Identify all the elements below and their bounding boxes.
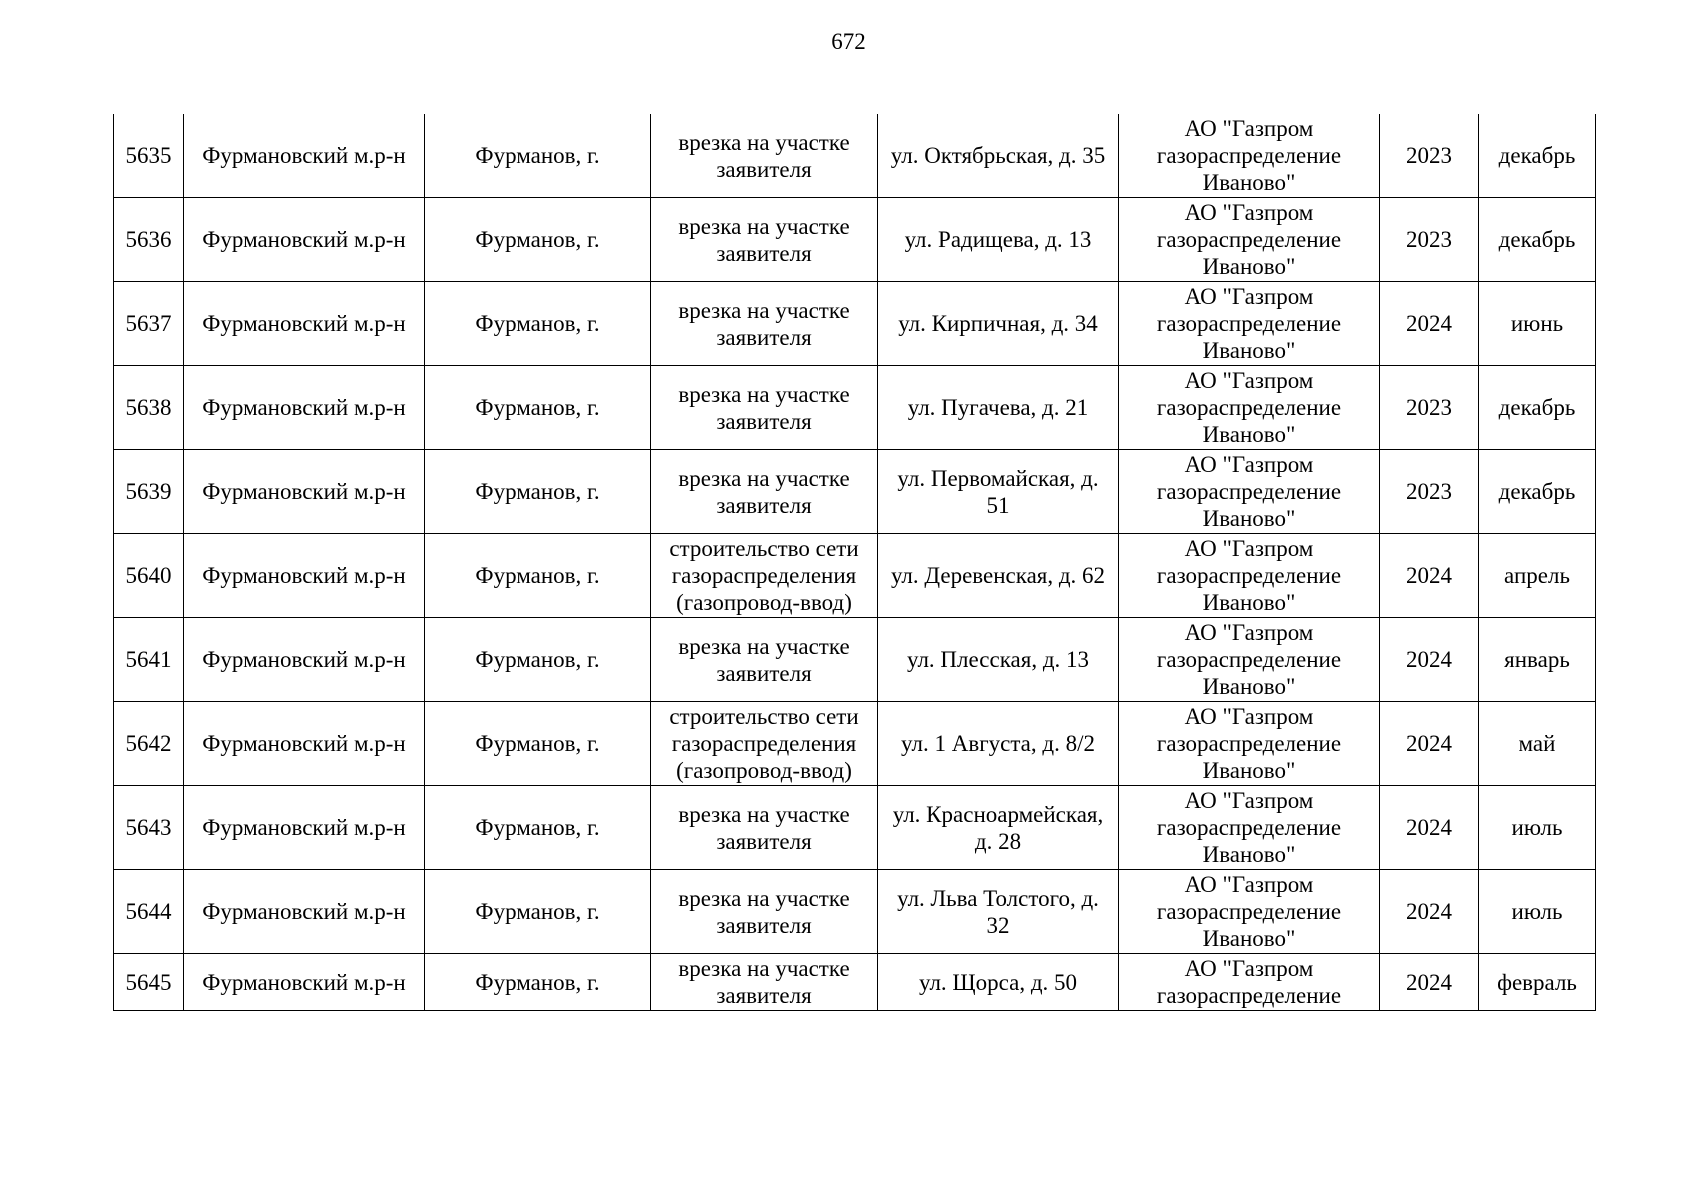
address-cell: ул. Красноармейская, д. 28 xyxy=(878,786,1119,870)
organization-cell: АО "Газпром газораспределение Иваново" xyxy=(1119,786,1380,870)
locality-cell: Фурманов, г. xyxy=(425,954,651,1011)
year-cell: 2024 xyxy=(1380,870,1479,954)
address-cell: ул. Плесская, д. 13 xyxy=(878,618,1119,702)
work-type-cell: врезка на участке заявителя xyxy=(651,114,878,198)
organization-cell: АО "Газпром газораспределение Иваново" xyxy=(1119,618,1380,702)
locality-cell: Фурманов, г. xyxy=(425,282,651,366)
year-cell: 2024 xyxy=(1380,534,1479,618)
table-row xyxy=(114,618,1596,702)
organization-cell: АО "Газпром газораспределение Иваново" xyxy=(1119,870,1380,954)
page-number: 672 xyxy=(831,29,866,54)
address-cell: ул. Первомайская, д. 51 xyxy=(878,450,1119,534)
month-cell: декабрь xyxy=(1479,114,1596,198)
organization-cell: АО "Газпром газораспределение Иваново" xyxy=(1119,450,1380,534)
table-row xyxy=(114,954,1596,1011)
table-row xyxy=(114,870,1596,954)
district-cell: Фурмановский м.р-н xyxy=(184,366,425,450)
district-cell: Фурмановский м.р-н xyxy=(184,618,425,702)
month-cell: декабрь xyxy=(1479,366,1596,450)
organization-cell: АО "Газпром газораспределение Иваново" xyxy=(1119,114,1380,198)
district-cell: Фурмановский м.р-н xyxy=(184,114,425,198)
month-cell: июль xyxy=(1479,786,1596,870)
locality-cell: Фурманов, г. xyxy=(425,198,651,282)
address-cell: ул. Льва Толстого, д. 32 xyxy=(878,870,1119,954)
table-row xyxy=(114,786,1596,870)
district-cell: Фурмановский м.р-н xyxy=(184,954,425,1011)
address-cell: ул. Радищева, д. 13 xyxy=(878,198,1119,282)
locality-cell: Фурманов, г. xyxy=(425,786,651,870)
work-type-cell: строительство сети газораспределения (газопровод-ввод) xyxy=(651,702,878,786)
work-type-cell: врезка на участке заявителя xyxy=(651,198,878,282)
month-cell: декабрь xyxy=(1479,450,1596,534)
organization-cell: АО "Газпром газораспределение Иваново" xyxy=(1119,534,1380,618)
table-row xyxy=(114,114,1596,198)
year-cell: 2024 xyxy=(1380,702,1479,786)
row-number-cell: 5636 xyxy=(114,198,184,282)
row-number-cell: 5645 xyxy=(114,954,184,1011)
district-cell: Фурмановский м.р-н xyxy=(184,786,425,870)
address-cell: ул. 1 Августа, д. 8/2 xyxy=(878,702,1119,786)
row-number-cell: 5642 xyxy=(114,702,184,786)
month-cell: январь xyxy=(1479,618,1596,702)
row-number-cell: 5639 xyxy=(114,450,184,534)
month-cell: июль xyxy=(1479,870,1596,954)
address-cell: ул. Октябрьская, д. 35 xyxy=(878,114,1119,198)
district-cell: Фурмановский м.р-н xyxy=(184,870,425,954)
work-type-cell: врезка на участке заявителя xyxy=(651,954,878,1011)
table-row xyxy=(114,366,1596,450)
month-cell: апрель xyxy=(1479,534,1596,618)
year-cell: 2023 xyxy=(1380,366,1479,450)
locality-cell: Фурманов, г. xyxy=(425,870,651,954)
month-cell: июнь xyxy=(1479,282,1596,366)
work-type-cell: врезка на участке заявителя xyxy=(651,282,878,366)
row-number-cell: 5640 xyxy=(114,534,184,618)
year-cell: 2024 xyxy=(1380,282,1479,366)
work-type-cell: врезка на участке заявителя xyxy=(651,366,878,450)
organization-cell: АО "Газпром газораспределение xyxy=(1119,954,1380,1011)
work-type-cell: врезка на участке заявителя xyxy=(651,870,878,954)
district-cell: Фурмановский м.р-н xyxy=(184,450,425,534)
locality-cell: Фурманов, г. xyxy=(425,534,651,618)
row-number-cell: 5644 xyxy=(114,870,184,954)
district-cell: Фурмановский м.р-н xyxy=(184,534,425,618)
address-cell: ул. Деревенская, д. 62 xyxy=(878,534,1119,618)
gas-connection-table xyxy=(113,114,1596,1011)
locality-cell: Фурманов, г. xyxy=(425,366,651,450)
district-cell: Фурмановский м.р-н xyxy=(184,702,425,786)
locality-cell: Фурманов, г. xyxy=(425,450,651,534)
locality-cell: Фурманов, г. xyxy=(425,114,651,198)
organization-cell: АО "Газпром газораспределение Иваново" xyxy=(1119,282,1380,366)
locality-cell: Фурманов, г. xyxy=(425,702,651,786)
table-row xyxy=(114,702,1596,786)
address-cell: ул. Кирпичная, д. 34 xyxy=(878,282,1119,366)
row-number-cell: 5635 xyxy=(114,114,184,198)
year-cell: 2023 xyxy=(1380,450,1479,534)
row-number-cell: 5643 xyxy=(114,786,184,870)
table-row xyxy=(114,282,1596,366)
table-row xyxy=(114,534,1596,618)
work-type-cell: врезка на участке заявителя xyxy=(651,618,878,702)
organization-cell: АО "Газпром газораспределение Иваново" xyxy=(1119,702,1380,786)
year-cell: 2023 xyxy=(1380,198,1479,282)
district-cell: Фурмановский м.р-н xyxy=(184,198,425,282)
work-type-cell: врезка на участке заявителя xyxy=(651,786,878,870)
table-row xyxy=(114,198,1596,282)
year-cell: 2024 xyxy=(1380,786,1479,870)
work-type-cell: врезка на участке заявителя xyxy=(651,450,878,534)
month-cell: декабрь xyxy=(1479,198,1596,282)
table-row xyxy=(114,450,1596,534)
month-cell: февраль xyxy=(1479,954,1596,1011)
row-number-cell: 5638 xyxy=(114,366,184,450)
month-cell: май xyxy=(1479,702,1596,786)
organization-cell: АО "Газпром газораспределение Иваново" xyxy=(1119,366,1380,450)
work-type-cell: строительство сети газораспределения (газопровод-ввод) xyxy=(651,534,878,618)
address-cell: ул. Щорса, д. 50 xyxy=(878,954,1119,1011)
locality-cell: Фурманов, г. xyxy=(425,618,651,702)
row-number-cell: 5641 xyxy=(114,618,184,702)
year-cell: 2024 xyxy=(1380,618,1479,702)
year-cell: 2023 xyxy=(1380,114,1479,198)
address-cell: ул. Пугачева, д. 21 xyxy=(878,366,1119,450)
year-cell: 2024 xyxy=(1380,954,1479,1011)
district-cell: Фурмановский м.р-н xyxy=(184,282,425,366)
row-number-cell: 5637 xyxy=(114,282,184,366)
organization-cell: АО "Газпром газораспределение Иваново" xyxy=(1119,198,1380,282)
